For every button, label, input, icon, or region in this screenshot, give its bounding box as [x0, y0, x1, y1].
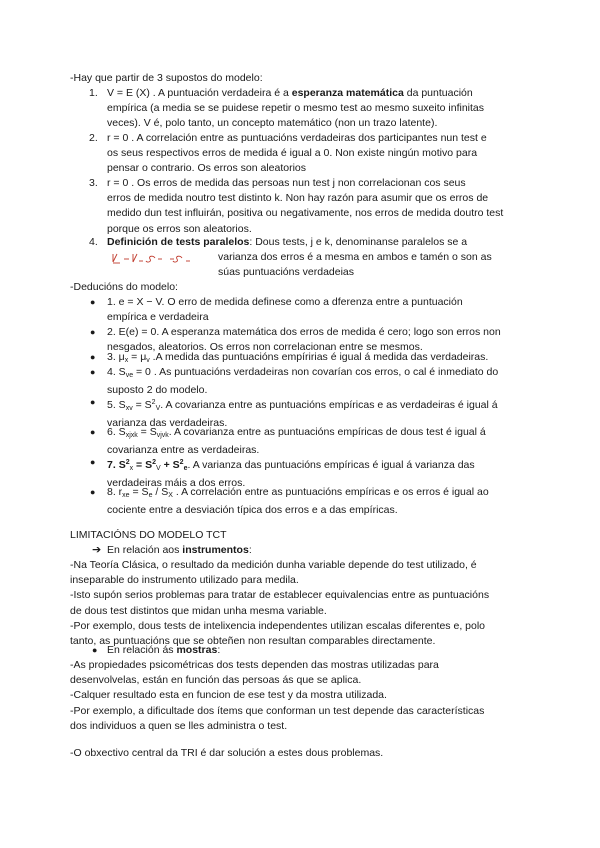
assumption-3-line-1: r = 0 . Os erros de medida das persoas nun test j non correlacionan cos seus — [107, 177, 466, 189]
text-line: -Na Teoría Clásica, o resultado da medición dunha variable depende do test utilizado, é — [70, 559, 477, 571]
subscript: vjvk — [156, 432, 169, 439]
samples-colon: : — [217, 644, 221, 656]
bullet-icon: ● — [90, 327, 96, 337]
assumption-1-line-2: empírica (a media se se puidese repetir o mesmo test ao mesmo suxeito infinitas — [107, 102, 485, 115]
deduction-2-line-2: nesgados, aleatorios. Os erros non correlacionan entre se mesmos. — [107, 341, 423, 354]
assumption-1-bold: esperanza matemática — [291, 87, 404, 99]
deduction-8-div: / S — [152, 486, 169, 498]
assumption-2-number: 2. — [89, 132, 98, 144]
assumption-4-continued — [218, 250, 538, 280]
deduction-6-desc: . A covarianza entre as puntuacións empíricas de dous test é igual á — [168, 426, 486, 438]
assumption-1 — [107, 86, 537, 132]
deduction-7-s: S — [118, 459, 126, 471]
instruments-pre: En relación aos — [107, 544, 183, 556]
bullet-icon: ● — [90, 457, 96, 467]
deduction-7-plus: + S — [160, 459, 180, 471]
deduction-6-line-2: covarianza entre as verdadeiras. — [107, 444, 260, 457]
subscript: e — [183, 465, 188, 472]
deduction-4-desc: = 0 . As puntuacións verdadeiras non covarían cos erros, o cal é inmediato do — [133, 366, 499, 378]
bullet-icon: ● — [90, 367, 96, 377]
bullet-icon: ● — [92, 645, 98, 655]
deduction-7-desc: . A varianza das puntuacións empíricas é igual á varianza das — [187, 459, 475, 471]
deduction-2-line-1: 2. E(e) = 0. A esperanza matemática dos erros de medida é cero; logo son erros non — [107, 326, 501, 338]
instruments-paragraphs — [70, 558, 532, 649]
bullet-icon: ● — [90, 397, 96, 407]
samples-pre: En relación ás — [107, 644, 177, 656]
subscript: ve — [125, 372, 134, 379]
text-line: -Por exemplo, dous tests de intelixencia independentes utilizan escalas diferentes e, polo — [70, 619, 486, 632]
assumption-3-line-2: erros de medida noutro test distinto k. Non hay razón para asumir que os erros de — [107, 192, 489, 205]
superscript: 2 — [179, 459, 184, 466]
deduction-6-eq: = S — [137, 426, 157, 438]
deduction-3-eq: = μ — [128, 351, 147, 363]
deduction-5-text: 5. S — [107, 399, 126, 411]
subscript: v — [146, 357, 150, 364]
assumption-2-line-3: pensar o contrario. Os erros son aleatorios — [107, 162, 307, 175]
parallel-tests-definition-bold: Definición de tests paralelos — [107, 236, 250, 248]
assumption-3-number: 3. — [89, 177, 98, 189]
deduction-5-line-2: varianza das verdadeiras. — [107, 417, 228, 430]
subscript: x — [124, 357, 129, 364]
bullet-icon: ● — [90, 487, 96, 497]
deduction-4-text: 4. S — [107, 366, 126, 378]
text-line: -As propiedades psicométricas dos tests dependen das mostras utilizadas para — [70, 659, 439, 671]
text-line: desenvolvelas, están en función das persoas ás que se aplica. — [70, 674, 362, 687]
deductions-title: -Deducións do modelo: — [70, 281, 178, 293]
intro-text: -Hay que partir de 3 supostos do modelo: — [70, 72, 263, 84]
assumption-1-line-3: veces). V é, polo tanto, un concepto matemático (non un trazo latente). — [107, 117, 438, 130]
bullet-icon: ● — [90, 297, 96, 307]
subscript: V — [155, 405, 161, 412]
limitations-heading: LIMITACIÓNS DO MODELO TCT — [70, 529, 227, 541]
assumption-1-text-end: da puntuación — [403, 87, 473, 99]
assumption-4-line-2: varianza dos erros é a mesma en ambos e tamén o son as — [218, 251, 492, 263]
instruments-bold: instrumentos — [182, 544, 249, 556]
assumption-3 — [107, 176, 537, 237]
bullet-icon: ● — [90, 427, 96, 437]
subscript: e — [148, 492, 153, 499]
subscript: xv — [125, 405, 133, 412]
final-paragraph: -O obxectivo central da TRI é dar solución a estes dous problemas. — [70, 747, 384, 759]
assumption-2-line-2: os seus respectivos erros de medida é igual a 0. Non existe ningún motivo para — [107, 147, 478, 160]
text-line: -Calquer resultado esta en funcion de ese test y da mostra utilizada. — [70, 689, 387, 702]
superscript: 2 — [152, 459, 156, 466]
text-line: de dous test distintos que midan unha mesma variable. — [70, 604, 327, 617]
deduction-4 — [107, 365, 537, 398]
subscript: xjxk — [125, 432, 138, 439]
deduction-8-desc: . A correlación entre as puntuacións empíricas e os erros é igual ao — [172, 486, 489, 498]
assumption-1-text: V = E (X) . A puntuación verdadeira é a — [107, 87, 292, 99]
assumption-2 — [107, 131, 537, 177]
deduction-8-line-2: cociente entre a desviación típica dos erros e a das empíricas. — [107, 504, 398, 517]
assumption-2-line-1: r = 0 . A correlación entre as puntuacións verdadeiras dos participantes nun test e — [107, 132, 487, 144]
assumption-3-line-3: medido dun test influirán, positiva ou negativamente, nos erros de medida doutro test — [107, 207, 504, 220]
bullet-icon: ● — [90, 352, 96, 362]
text-line: tanto, as puntuacións que se obteñen non resultan comparables directamente. — [70, 635, 436, 648]
assumption-4-number: 4. — [89, 236, 98, 248]
text-line: -Isto supón serios problemas para tratar de establecer equivalencias entre as puntuacións — [70, 589, 490, 602]
subscript: xe — [122, 492, 130, 499]
text-line: dos individuos a quen se lles administra o test. — [70, 719, 288, 732]
samples-bold: mostras — [176, 644, 218, 656]
assumption-4 — [107, 235, 537, 250]
deduction-7-number: 7. — [107, 459, 116, 471]
assumption-1-number: 1. — [89, 87, 98, 99]
text-line: -Por exemplo, a dificultade dos ítems que conforman un test depende das características — [70, 704, 485, 717]
deduction-7-eq: = S — [133, 459, 153, 471]
deduction-7-line-2: verdadeiras máis a dos erros. — [107, 477, 246, 490]
assumption-4-line-3: súas puntuacións verdadeias — [218, 266, 355, 279]
deduction-4-line-2: suposto 2 do modelo. — [107, 384, 208, 397]
subscript: V — [156, 465, 161, 472]
deduction-8-eq: = S — [129, 486, 149, 498]
deduction-1 — [107, 295, 537, 325]
deduction-1-line-1: 1. e = X − V. O erro de medida definese como a dferenza entre a puntuación — [107, 296, 463, 308]
superscript: 2 — [151, 399, 156, 406]
samples-subheading — [107, 643, 537, 658]
subscript: X — [168, 492, 173, 499]
deduction-3-desc: .A medida das puntuacións empíririas é igual á medida das verdadeiras. — [149, 351, 489, 363]
deduction-5-desc: . A covarianza entre as puntuacións empíricas e as verdadeiras é igual á — [160, 399, 498, 411]
deduction-6-text: 6. S — [107, 426, 126, 438]
deduction-8 — [107, 485, 537, 518]
subscript: x — [129, 465, 134, 472]
parallel-tests-formula-image — [110, 250, 202, 266]
deduction-5-eq: = S — [132, 399, 152, 411]
instruments-subheading — [107, 543, 537, 558]
arrow-icon: ➔ — [92, 544, 102, 556]
deduction-3-text: 3. μ — [107, 351, 125, 363]
text-line: inseparable do instrumento utilizado para medila. — [70, 574, 299, 587]
instruments-colon: : — [248, 544, 252, 556]
deduction-6 — [107, 425, 537, 458]
superscript: 2 — [125, 459, 130, 466]
deduction-8-text: 8. r — [107, 486, 123, 498]
deduction-1-line-2: empírica e verdadeira — [107, 311, 209, 324]
samples-paragraphs — [70, 658, 532, 734]
assumption-3-line-4: porque os erros son aleatorios. — [107, 222, 252, 235]
assumption-4-text: : Dous tests, j e k, denominanse paralelos se a — [249, 236, 468, 248]
